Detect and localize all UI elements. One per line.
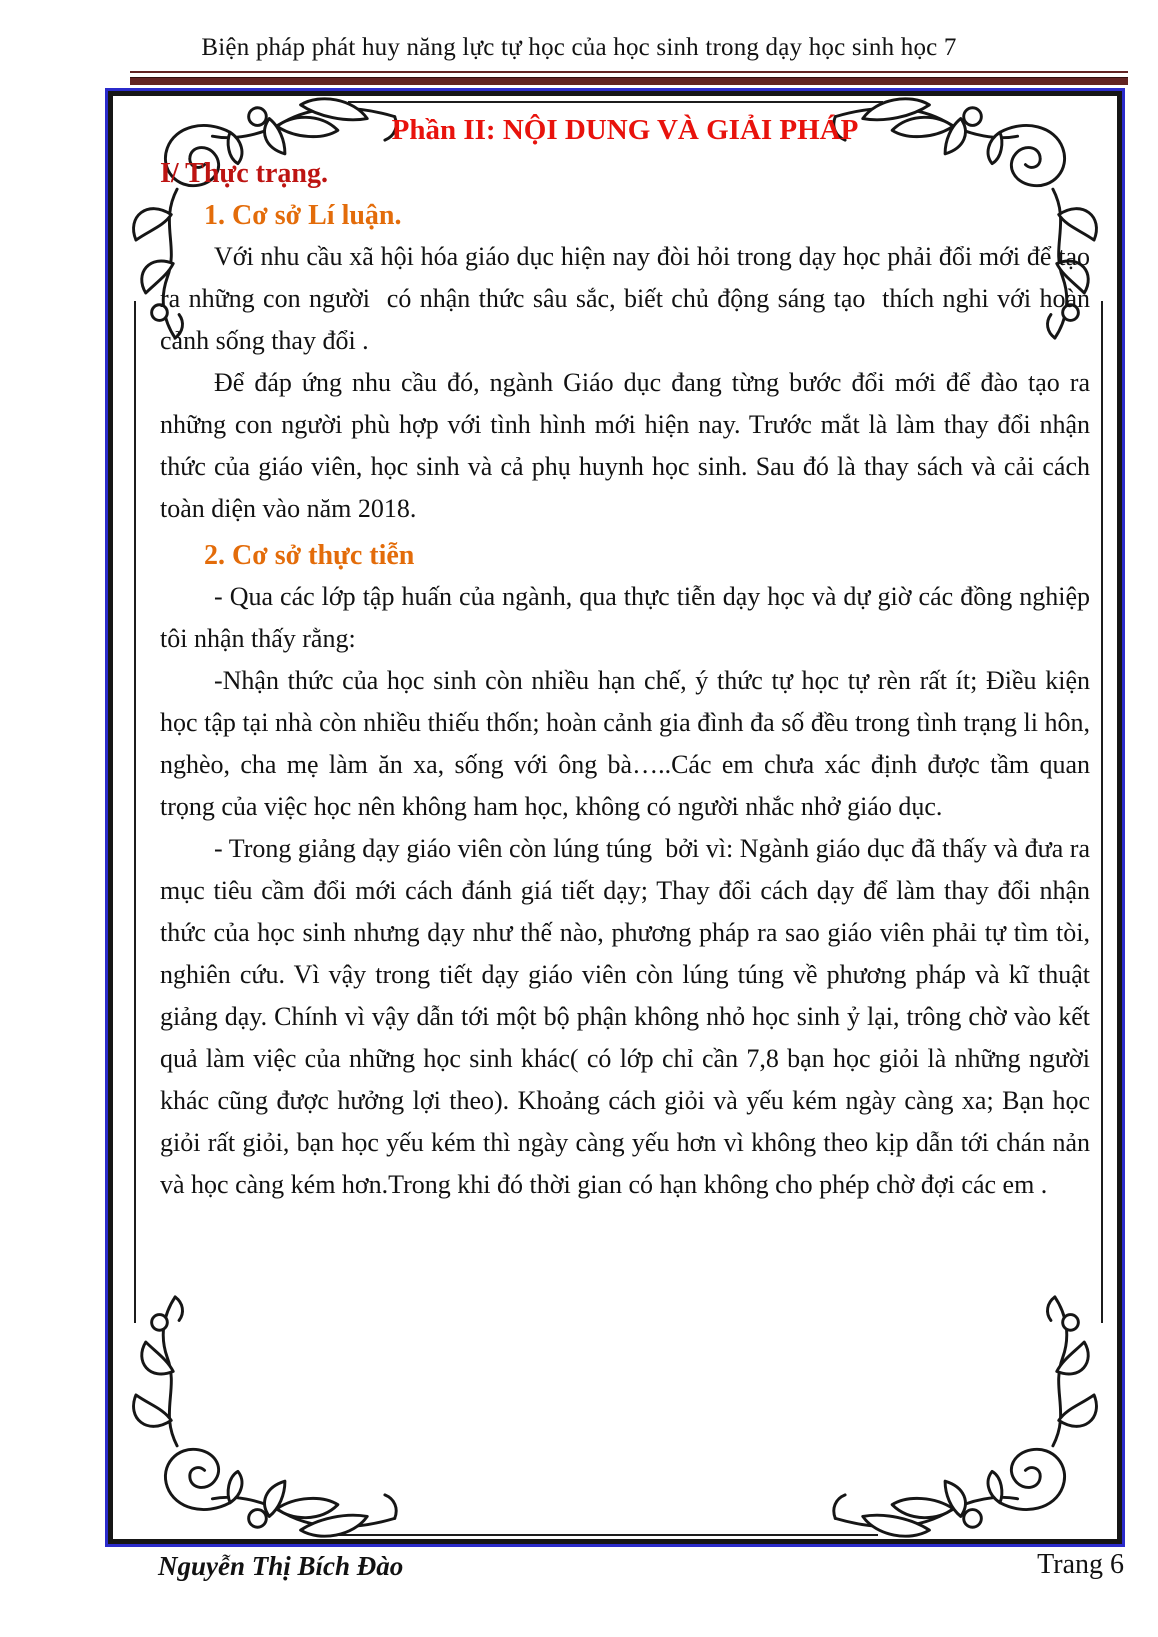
subheading-co-so-thuc-tien: 2. Cơ sở thực tiễn <box>204 540 415 571</box>
document-body <box>160 104 1097 1206</box>
paragraph: - Trong giảng dạy giáo viên còn lúng túng bởi vì: Ngành giáo dục đã thấy và đưa ra mục tiêu cầm đổi mới cách đánh giá tiết dạy; Thay đổi cách dạy để làm thay đổi nhận thức của học sinh nhưng dạy như thế nào, phương pháp ra sao giáo viên phải tự tìm tòi, nghiên cứu. Vì vậy trong tiết dạy giáo viên còn lúng túng về phương pháp và kĩ thuật giảng dạy. Chính vì vậy dẫn tới một bộ phận không nhỏ học sinh ỷ lại, trông chờ vào kết quả làm việc của những học sinh khác( có lớp chỉ cần 7,8 bạn học giỏi là những người khác cũng được hưởng lợi theo). Khoảng cách giỏi và yếu kém ngày càng xa; Bạn học giỏi rất giỏi, bạn học yếu kém thì ngày càng yếu hơn vì không theo kịp dẫn tới chán nản và học càng kém hơn.Trong khi đó thời gian có hạn không cho phép chờ đợi các em . <box>160 834 1097 1199</box>
frame-inner-line-bottom <box>338 1534 878 1536</box>
paragraph: -Nhận thức của học sinh còn nhiều hạn chế, ý thức tự học tự rèn rất ít; Điều kiện học tập tại nhà còn nhiều thiếu thốn; hoàn cảnh gia đình đa số đều trong tình trạng li hôn, nghèo, cha mẹ làm ăn xa, sống với ông bà…..Các em chưa xác định được tầm quan trọng của việc học nên không ham học, không có người nhắc nhở giáo dục. <box>160 666 1097 821</box>
border-frame <box>105 88 1125 1547</box>
frame-inner-line-left <box>134 301 136 1323</box>
subheading-co-so-li-luan: 1. Cơ sở Lí luận. <box>204 200 402 231</box>
paragraph: - Qua các lớp tập huấn của ngành, qua thực tiễn dạy học và dự giờ các đồng nghiệp tôi nhận thấy rằng: <box>160 582 1097 653</box>
corner-flourish-icon <box>114 1293 399 1538</box>
frame-inner-line-right <box>1101 301 1103 1323</box>
corner-flourish-icon <box>831 1293 1116 1538</box>
footer-author: Nguyễn Thị Bích Đào <box>158 1551 404 1581</box>
heading-thuc-trang: I/ Thực trạng. <box>160 158 328 189</box>
section-title: Phần II: NỘI DUNG VÀ GIẢI PHÁP <box>391 114 859 146</box>
frame-inner-line-top <box>348 101 883 103</box>
paragraph: Với nhu cầu xã hội hóa giáo dục hiện nay đòi hỏi trong dạy học phải đổi mới để tạo ra những con người có nhận thức sâu sắc, biết chủ động sáng tạo thích nghi với hoàn cảnh sống thay đổi . <box>160 242 1097 355</box>
page-header-title: Biện pháp phát huy năng lực tự học của học sinh trong dạy học sinh học 7 <box>201 34 957 61</box>
paragraph: Để đáp ứng nhu cầu đó, ngành Giáo dục đang từng bước đổi mới để đào tạo ra những con người phù hợp với tình hình mới hiện nay. Trước mắt là làm thay đổi nhận thức của giáo viên, học sinh và cả phụ huynh học sinh. Sau đó là thay sách và cải cách toàn diện vào năm 2018. <box>160 368 1097 523</box>
footer-page-number: Trang 6 <box>1037 1549 1124 1580</box>
header-rule-thin <box>130 71 1128 73</box>
header-rule-thick <box>130 77 1128 85</box>
